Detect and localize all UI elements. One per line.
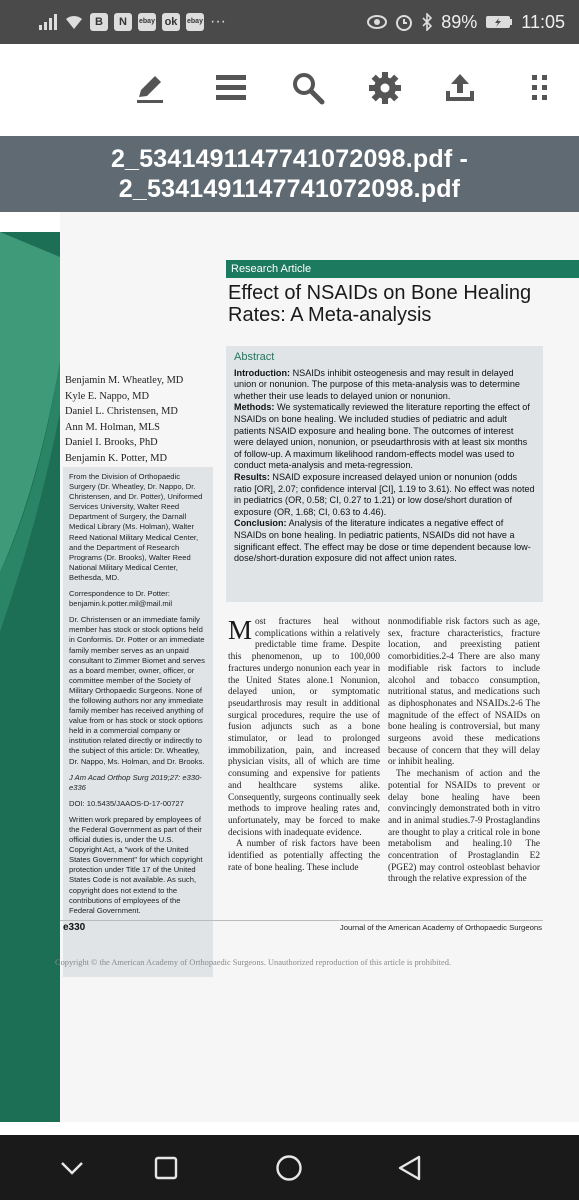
author-name: Benjamin M. Wheatley, MD bbox=[65, 375, 184, 386]
search-icon bbox=[291, 71, 325, 105]
body-paragraph: The mechanism of action and the potential for NSAIDs to prevent or delay bone healing have been convincingly demonstrated both in vitro and in animal studies.7-9 Prostaglandins are thought to play a critical role in bone metabolism and healing.10 The concentration of Prostaglandin E2 (PGE2) may control osteoblast behavior through the relative expression of the bbox=[388, 769, 540, 885]
abstract-box bbox=[226, 346, 543, 602]
wifi-icon bbox=[64, 14, 84, 30]
back-button[interactable] bbox=[393, 1151, 427, 1185]
status-right bbox=[367, 9, 565, 35]
author-name: Daniel I. Brooks, PhD bbox=[65, 437, 158, 448]
document-title-line-2: 2_5341491147741072098.pdf bbox=[118, 175, 461, 203]
drop-cap: M bbox=[228, 615, 253, 645]
author-name: Kyle E. Nappo, MD bbox=[65, 390, 149, 402]
abstract-conclusion: Conclusion: Analysis of the literature indicates a negative effect of NSAIDs on bone healing. In pediatric patients, NSAIDs did not have a significant effect. The effect may be dose or time dependent because low-dose/short-duration exposure did not affect union rates. bbox=[234, 518, 531, 564]
disclosure-text: Dr. Christensen or an immediate family member has stock or stock options held in Conformis. Dr. Potter or an immediate family member serves as an unpaid consultant to Zimmer Biomet and serves as a board member, owner, officer, or committee member of the Society of Military Orthopaedic Surgeons. None of the following authors nor any immediate family member has received anything of value from or has stock or stock options held in a commercial company or institution related directly or indirectly to the subject of this article: Dr. Wheatley, Dr. Nappo, Ms. Holman, and Dr. Brooks. bbox=[69, 615, 205, 766]
menu-icon bbox=[215, 73, 247, 103]
clock: 11:05 bbox=[521, 11, 565, 32]
settings-icon bbox=[368, 71, 402, 105]
abstract-methods: Methods: We systematically reviewed the literature reporting the effect of NSAIDs on bone healing. We included studies of pediatric and adult patients NSAID exposure and healing bone. The outcomes of interest were delayed union, nonunion, or pseudarthrosis with at least six months of follow-up. A maximum likelihood random-effects model was used to conduct meta-analysis and meta-regression. bbox=[234, 402, 530, 471]
toolbar bbox=[0, 44, 579, 137]
affiliation-text: From the Division of Orthopaedic Surgery (Dr. Wheatley, Dr. Nappo, Dr. Christensen, and Dr. Potter), Uniformed Services University, Walter Reed Department of Surgery, the Darnall Medical Library (Ms. Holman), Walter Reed National Military Medical Center, and the Department of Research Programs (Dr. Brooks), Walter Reed National Military Medical Center, Bethesda, MD. bbox=[69, 472, 203, 582]
app-b-icon: B bbox=[90, 13, 108, 31]
body-paragraph: nonmodifiable risk factors such as age, sex, fracture characteristics, fracture location, and preexisting patient comorbidities.2-4 There are also many modifiable risk factors to include alcohol and tobacco consumption, nutritional status, and medications such as diphosphonates and NSAIDs.2-6 The magnitude of the effect of NSAIDs on bone healing is controversial, but many surgeons avoid these medications because of concern that they will delay or inhibit healing. bbox=[388, 617, 540, 768]
doi-text: DOI: 10.5435/JAAOS-D-17-00727 bbox=[69, 798, 184, 808]
page-number: e330 bbox=[63, 922, 86, 933]
chevron-down-icon bbox=[59, 1160, 85, 1176]
hide-nav-button[interactable] bbox=[55, 1151, 89, 1185]
section-label: Research Article bbox=[226, 260, 579, 278]
author-name: Benjamin K. Potter, MD bbox=[65, 452, 168, 464]
body-column-1 bbox=[228, 617, 380, 874]
correspondence-text: Correspondence to Dr. Potter: benjamin.k.potter.mil@mail.mil bbox=[69, 589, 173, 609]
recents-button[interactable] bbox=[149, 1151, 183, 1185]
annotate-button[interactable] bbox=[128, 66, 172, 110]
more-button[interactable] bbox=[518, 66, 562, 110]
journal-name: Journal of the American Academy of Orthopaedic Surgeons bbox=[339, 923, 542, 932]
government-note: Written work prepared by employees of the Federal Government as part of their official duties is, under the U.S. Copyright Act, a "work of the United States Government" for which copyright protection under Title 17 of the United States Code is not available. As such, copyright does not extend to the contributions of employees of the Federal Government. bbox=[69, 814, 203, 915]
battery-icon bbox=[485, 14, 513, 30]
citation-text: J Am Acad Orthop Surg 2019;27: e330-e336 bbox=[69, 772, 202, 792]
abstract-results: Results: NSAID exposure increased delayed union or nonunion (odds ratio [OR], 2.07; confidence interval [CI], 1.19 to 3.61). No effect was noted in pediatrics (OR, 0.58; CI, 0.27 to 1.21) or low dose/short duration of exposure (OR, 1.68; CI, 0.63 to 4.46). bbox=[234, 471, 535, 517]
pdf-page[interactable] bbox=[0, 212, 579, 1122]
document-title-line-1: 2_5341491147741072098.pdf - bbox=[110, 145, 469, 173]
journal-band-graphic bbox=[0, 212, 60, 1122]
share-icon bbox=[443, 71, 477, 105]
recents-icon bbox=[154, 1156, 178, 1180]
home-icon bbox=[275, 1154, 303, 1182]
copyright-notice: Copyright © the American Academy of Orthopaedic Surgeons. Unauthorized reproduction of this article is prohibited. bbox=[55, 958, 452, 967]
article-title: Effect of NSAIDs on Bone Healing Rates: A Meta-analysis bbox=[228, 282, 532, 326]
menu-button[interactable] bbox=[209, 66, 253, 110]
abstract-heading: Abstract bbox=[234, 351, 275, 363]
alarm-icon bbox=[395, 13, 413, 31]
ebay-app-icon: ebay bbox=[138, 13, 156, 31]
body-paragraph: A number of risk factors have been identified as potentially affecting the rate of bone healing. These include bbox=[228, 839, 380, 873]
body-paragraph: Most fractures heal without complications within a relatively predictable time frame. Despite this phenomenon, up to 100,000 fractures undergo nonunion each year in the United States alone.1 Nonunion, delayed union, or symptomatic pseudarthrosis may result in additional surgical procedures, require the use of fusion adjuncts such as a bone stimulator, or lead to prolonged immobilization, pain, and increased physician visits, all of which are time consuming and expensive for patients and healthcare systems alike. Consequently, surgeons continually seek methods to improve healing rates and, unfortunately, may be forced to make decisions with inadequate evidence. bbox=[228, 615, 380, 838]
search-button[interactable] bbox=[286, 66, 330, 110]
back-icon bbox=[396, 1154, 424, 1182]
more-notifications: ··· bbox=[210, 13, 226, 30]
status-left bbox=[38, 9, 226, 35]
author-list bbox=[65, 373, 215, 466]
footer-divider bbox=[60, 920, 543, 921]
status-bar bbox=[0, 0, 579, 44]
abstract-introduction: Introduction: NSAIDs inhibit osteogenesis and may result in delayed union or nonunion. The purpose of this meta-analysis was to determine whether their use leads to delayed union or nonunion. bbox=[234, 367, 520, 401]
settings-button[interactable] bbox=[363, 66, 407, 110]
notes-app-icon: N bbox=[114, 13, 132, 31]
navigation-bar bbox=[0, 1135, 579, 1200]
ebay-app-icon-2: ebay bbox=[186, 13, 204, 31]
eye-icon bbox=[367, 15, 387, 29]
document-title-bar bbox=[0, 136, 579, 212]
affiliation-box bbox=[63, 467, 213, 977]
author-name: Ann M. Holman, MLS bbox=[65, 421, 160, 433]
more-icon bbox=[530, 73, 550, 103]
body-column-2 bbox=[388, 617, 540, 886]
bluetooth-icon bbox=[421, 13, 433, 31]
signal-icon bbox=[38, 14, 58, 30]
battery-percent: 89% bbox=[441, 11, 478, 32]
share-button[interactable] bbox=[438, 66, 482, 110]
ok-app-icon: ok bbox=[162, 13, 180, 31]
annotate-icon bbox=[133, 71, 167, 105]
home-button[interactable] bbox=[272, 1151, 306, 1185]
author-name: Daniel L. Christensen, MD bbox=[65, 406, 178, 417]
